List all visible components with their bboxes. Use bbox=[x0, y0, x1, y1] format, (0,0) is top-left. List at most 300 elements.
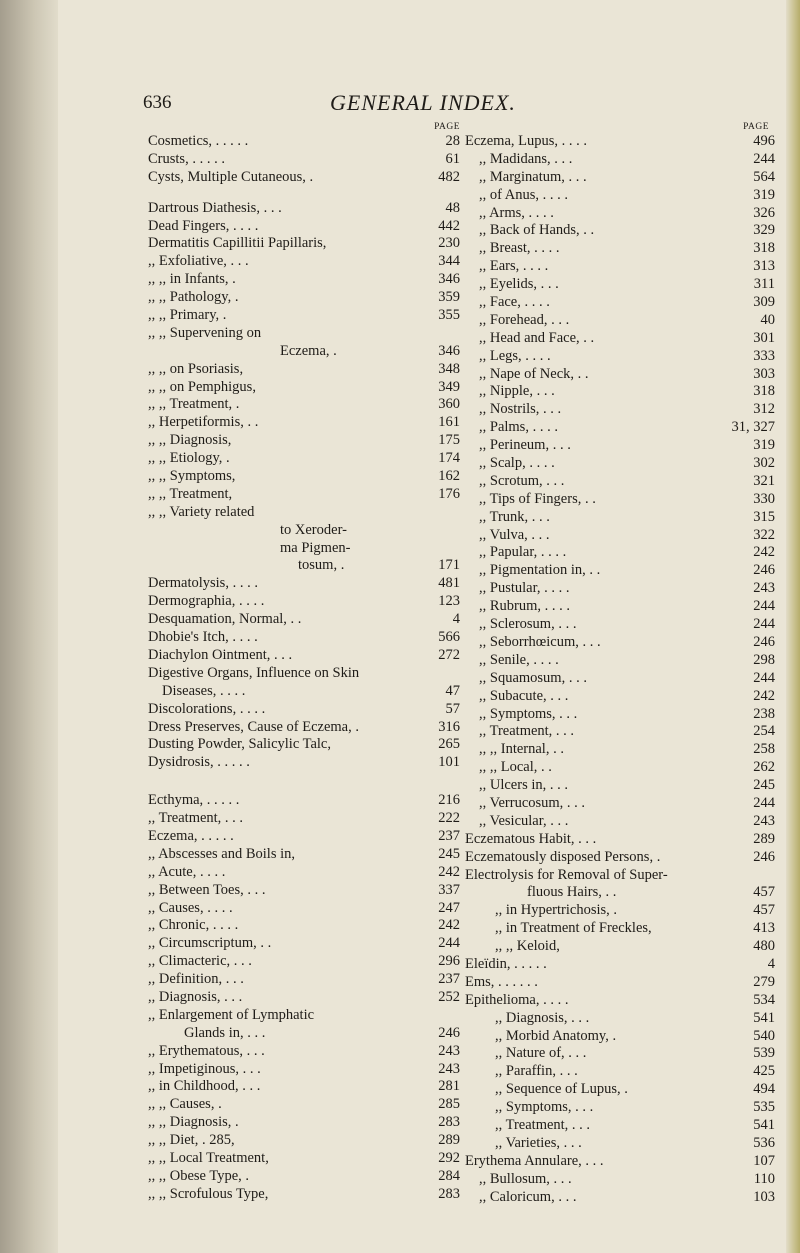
entry-page: 303 bbox=[753, 365, 775, 382]
entry-label: ,, Erythematous, . . . bbox=[148, 1042, 265, 1059]
entry-page: 174 bbox=[438, 450, 460, 467]
entry-label: Dead Fingers, . . . . bbox=[148, 217, 259, 234]
entry-label: ,, Vulva, . . . bbox=[479, 526, 550, 543]
entry-page: 283 bbox=[438, 1114, 460, 1131]
index-entry bbox=[148, 486, 460, 504]
entry-label: ,, Tips of Fingers, . . bbox=[479, 490, 596, 507]
entry-label: ,, Symptoms, . . . bbox=[479, 705, 578, 722]
index-entry bbox=[465, 1063, 775, 1081]
index-entry bbox=[148, 133, 460, 151]
entry-label: Dermographia, . . . . bbox=[148, 593, 265, 610]
index-entry bbox=[148, 307, 460, 325]
entry-label: ,, Palms, . . . . bbox=[479, 419, 558, 436]
index-entry bbox=[465, 312, 775, 330]
index-entry bbox=[148, 289, 460, 307]
index-entry bbox=[465, 706, 775, 724]
index-entry bbox=[465, 401, 775, 419]
entry-label: ,, ,, Diet, . 285, bbox=[148, 1132, 235, 1149]
entry-label: ,, ,, Diagnosis, . bbox=[148, 1114, 239, 1131]
index-entry bbox=[465, 276, 775, 294]
index-entry bbox=[148, 719, 460, 737]
index-entry bbox=[148, 683, 460, 701]
index-entry bbox=[148, 828, 460, 846]
entry-page: 319 bbox=[753, 437, 775, 454]
entry-label: ,, Madidans, . . . bbox=[479, 150, 573, 167]
entry-page: 244 bbox=[753, 669, 775, 686]
entry-page: 107 bbox=[753, 1152, 775, 1169]
entry-page: 564 bbox=[753, 168, 775, 185]
index-entry bbox=[465, 330, 775, 348]
entry-page: 101 bbox=[438, 754, 460, 771]
entry-label: Desquamation, Normal, . . bbox=[148, 611, 302, 628]
entry-label: ,, ,, Local, . . bbox=[479, 759, 552, 776]
index-entry bbox=[465, 741, 775, 759]
index-entry bbox=[465, 813, 775, 831]
entry-page: 238 bbox=[753, 705, 775, 722]
entry-label: Glands in, . . . bbox=[184, 1024, 266, 1041]
entry-label: Dermatolysis, . . . . bbox=[148, 575, 258, 592]
entry-page: 319 bbox=[753, 186, 775, 203]
entry-label: Ecthyma, . . . . . bbox=[148, 792, 240, 809]
index-entry bbox=[148, 864, 460, 882]
entry-label: Dysidrosis, . . . . . bbox=[148, 754, 250, 771]
index-entry bbox=[148, 900, 460, 918]
index-entry bbox=[465, 598, 775, 616]
index-entry bbox=[148, 593, 460, 611]
entry-label: fluous Hairs, . . bbox=[527, 884, 617, 901]
entry-page: 315 bbox=[753, 508, 775, 525]
index-entry bbox=[465, 222, 775, 240]
entry-page: 289 bbox=[438, 1132, 460, 1149]
entry-label: ,, ,, Obese Type, . bbox=[148, 1167, 250, 1184]
index-entry bbox=[148, 792, 460, 810]
entry-page: 296 bbox=[438, 953, 460, 970]
entry-label: ,, Definition, . . . bbox=[148, 971, 244, 988]
entry-label: ,, of Anus, . . . . bbox=[479, 186, 569, 203]
entry-page: 540 bbox=[753, 1027, 775, 1044]
index-entry bbox=[148, 665, 460, 683]
index-entry bbox=[465, 616, 775, 634]
entry-label: Eczema, . bbox=[280, 342, 337, 359]
index-entry bbox=[148, 1043, 460, 1061]
entry-page: 242 bbox=[753, 687, 775, 704]
entry-page: 318 bbox=[753, 240, 775, 257]
book-spine bbox=[0, 0, 58, 1253]
entry-page: 246 bbox=[753, 848, 775, 865]
entry-label: ,, Abscesses and Boils in, bbox=[148, 845, 296, 862]
index-entry bbox=[465, 133, 775, 151]
entry-label: ,, Rubrum, . . . . bbox=[479, 598, 571, 615]
entry-page: 161 bbox=[438, 414, 460, 431]
index-entry bbox=[465, 258, 775, 276]
entry-page: 176 bbox=[438, 485, 460, 502]
page-edge bbox=[786, 0, 800, 1253]
entry-page: 425 bbox=[753, 1063, 775, 1080]
index-entry bbox=[465, 884, 775, 902]
index-entry bbox=[148, 1132, 460, 1150]
entry-page: 216 bbox=[438, 792, 460, 809]
index-entry bbox=[148, 396, 460, 414]
index-entry bbox=[148, 557, 460, 575]
index-entry bbox=[148, 917, 460, 935]
index-entry bbox=[465, 867, 775, 885]
entry-page: 110 bbox=[753, 1170, 775, 1187]
entry-page: 360 bbox=[438, 396, 460, 413]
entry-page: 4 bbox=[767, 955, 775, 972]
entry-page: 242 bbox=[438, 917, 460, 934]
entry-page: 244 bbox=[753, 150, 775, 167]
entry-page: 482 bbox=[438, 168, 460, 185]
entry-label: to Xeroder- bbox=[280, 521, 347, 538]
entry-label: ,, Scrotum, . . . bbox=[479, 472, 565, 489]
entry-page: 292 bbox=[438, 1149, 460, 1166]
entry-page: 4 bbox=[452, 611, 460, 628]
entry-label: ,, ,, Local Treatment, bbox=[148, 1149, 269, 1166]
entry-page: 566 bbox=[438, 629, 460, 646]
index-entry bbox=[148, 540, 460, 558]
entry-page: 337 bbox=[438, 881, 460, 898]
entry-label: tosum, . bbox=[298, 557, 345, 574]
entry-page: 175 bbox=[438, 432, 460, 449]
page-number: 636 bbox=[143, 92, 172, 113]
index-entry bbox=[465, 1171, 775, 1189]
entry-page: 252 bbox=[438, 988, 460, 1005]
index-entry bbox=[465, 473, 775, 491]
page-header bbox=[0, 92, 800, 122]
entry-page: 245 bbox=[438, 845, 460, 862]
entry-label: ,, in Hypertrichosis, . bbox=[495, 902, 618, 919]
entry-page: 230 bbox=[438, 235, 460, 252]
index-entry bbox=[465, 348, 775, 366]
index-entry bbox=[465, 688, 775, 706]
index-entry bbox=[148, 468, 460, 486]
entry-page: 348 bbox=[438, 360, 460, 377]
entry-page: 246 bbox=[753, 633, 775, 650]
entry-page: 321 bbox=[753, 472, 775, 489]
entry-page: 243 bbox=[438, 1042, 460, 1059]
entry-label: Epithelioma, . . . . bbox=[465, 991, 569, 1008]
index-entry bbox=[465, 527, 775, 545]
entry-page: 298 bbox=[753, 651, 775, 668]
entry-page: 237 bbox=[438, 827, 460, 844]
index-entry bbox=[465, 831, 775, 849]
index-entry bbox=[465, 759, 775, 777]
entry-page: 536 bbox=[753, 1134, 775, 1151]
entry-label: ,, ,, Treatment, bbox=[148, 485, 233, 502]
entry-label: ,, Breast, . . . . bbox=[479, 240, 560, 257]
entry-page: 40 bbox=[760, 311, 775, 328]
entry-label: ,, Forehead, . . . bbox=[479, 311, 570, 328]
entry-label: Discolorations, . . . . bbox=[148, 700, 266, 717]
index-entry bbox=[148, 450, 460, 468]
entry-page: 243 bbox=[438, 1060, 460, 1077]
index-entry bbox=[148, 1168, 460, 1186]
index-entry bbox=[148, 736, 460, 754]
entry-label: ,, Treatment, . . . bbox=[479, 723, 575, 740]
entry-page: 57 bbox=[445, 700, 460, 717]
entry-label: ,, Paraffin, . . . bbox=[495, 1063, 578, 1080]
index-entry bbox=[148, 325, 460, 343]
entry-page: 541 bbox=[753, 1009, 775, 1026]
entry-page: 285 bbox=[438, 1096, 460, 1113]
index-entry bbox=[465, 723, 775, 741]
entry-label: ,, ,, Variety related bbox=[148, 503, 255, 520]
index-entry bbox=[148, 343, 460, 361]
entry-page: 244 bbox=[438, 935, 460, 952]
entry-page: 302 bbox=[753, 455, 775, 472]
entry-label: ,, in Treatment of Freckles, bbox=[495, 920, 652, 937]
entry-label: Ems, . . . . . . bbox=[465, 973, 538, 990]
entry-label: ,, Ulcers in, . . . bbox=[479, 777, 568, 794]
entry-page: 301 bbox=[753, 329, 775, 346]
entry-page: 28 bbox=[445, 133, 460, 149]
entry-label: ,, Diagnosis, . . . bbox=[495, 1009, 590, 1026]
index-entry bbox=[148, 235, 460, 253]
entry-label: ,, Treatment, . . . bbox=[495, 1116, 591, 1133]
entry-page: 349 bbox=[438, 378, 460, 395]
index-entry bbox=[465, 205, 775, 223]
entry-page: 242 bbox=[753, 544, 775, 561]
index-entry bbox=[465, 1153, 775, 1171]
entry-label: ,, Varieties, . . . bbox=[495, 1134, 582, 1151]
index-column-left bbox=[148, 122, 460, 1204]
entry-label: ,, Bullosum, . . . bbox=[479, 1170, 572, 1187]
entry-page: 103 bbox=[753, 1188, 775, 1205]
entry-label: ,, ,, on Pemphigus, bbox=[148, 378, 256, 395]
entry-label: ,, Marginatum, . . . bbox=[479, 168, 587, 185]
entry-label: ,, Nature of, . . . bbox=[495, 1045, 587, 1062]
index-entry bbox=[148, 1114, 460, 1132]
index-entry bbox=[465, 509, 775, 527]
entry-page: 481 bbox=[438, 575, 460, 592]
index-entry bbox=[465, 419, 775, 437]
entry-label: Crusts, . . . . . bbox=[148, 150, 225, 167]
index-entry bbox=[148, 414, 460, 432]
index-entry bbox=[148, 846, 460, 864]
entry-page: 313 bbox=[753, 258, 775, 275]
index-entry bbox=[148, 1096, 460, 1114]
entry-label: Electrolysis for Removal of Super- bbox=[465, 866, 668, 883]
index-entry bbox=[148, 754, 460, 772]
index-entry bbox=[465, 974, 775, 992]
entry-label: Dress Preserves, Cause of Eczema, . bbox=[148, 718, 359, 735]
entry-label: Eczema, . . . . . bbox=[148, 827, 234, 844]
index-entry bbox=[465, 992, 775, 1010]
entry-label: ,, Nipple, . . . bbox=[479, 383, 555, 400]
index-entry bbox=[148, 361, 460, 379]
index-column-right bbox=[465, 122, 775, 1206]
entry-label: ,, Symptoms, . . . bbox=[495, 1099, 594, 1116]
index-entry bbox=[465, 491, 775, 509]
entry-page: 329 bbox=[753, 222, 775, 239]
entry-page: 283 bbox=[438, 1185, 460, 1202]
index-entry bbox=[148, 882, 460, 900]
index-entry bbox=[465, 437, 775, 455]
entry-page: 309 bbox=[753, 294, 775, 311]
entry-page: 265 bbox=[438, 736, 460, 753]
entry-label: ,, Circumscriptum, . . bbox=[148, 935, 272, 952]
entry-label: ,, Pustular, . . . . bbox=[479, 580, 570, 597]
entry-page: 242 bbox=[438, 863, 460, 880]
entry-page: 244 bbox=[753, 794, 775, 811]
entry-page: 496 bbox=[753, 133, 775, 149]
index-entry bbox=[148, 629, 460, 647]
entry-label: Diseases, . . . . bbox=[162, 682, 246, 699]
entry-label: ,, Sclerosum, . . . bbox=[479, 616, 577, 633]
index-entry bbox=[465, 1010, 775, 1028]
entry-label: ,, ,, Keloid, bbox=[495, 938, 560, 955]
index-entry bbox=[148, 935, 460, 953]
index-entry bbox=[148, 151, 460, 169]
entry-label: ,, ,, Primary, . bbox=[148, 307, 227, 324]
entry-page: 243 bbox=[753, 812, 775, 829]
entry-page: 359 bbox=[438, 289, 460, 306]
entry-label: ,, Vesicular, . . . bbox=[479, 812, 569, 829]
entry-label: Dusting Powder, Salicylic Talc, bbox=[148, 736, 331, 753]
index-entry bbox=[465, 1028, 775, 1046]
entry-label: Eczema, Lupus, . . . . bbox=[465, 133, 588, 149]
entry-label: ,, Chronic, . . . . bbox=[148, 917, 239, 934]
entry-label: ,, in Childhood, . . . bbox=[148, 1078, 261, 1095]
entry-label: ,, Seborrhœicum, . . . bbox=[479, 633, 601, 650]
entry-page: 535 bbox=[753, 1099, 775, 1116]
index-entry bbox=[465, 938, 775, 956]
entry-label: ,, Verrucosum, . . . bbox=[479, 794, 586, 811]
index-entry bbox=[465, 169, 775, 187]
entry-label: ,, Legs, . . . . bbox=[479, 347, 551, 364]
index-entry bbox=[465, 634, 775, 652]
entry-page: 442 bbox=[438, 217, 460, 234]
entry-page: 245 bbox=[753, 777, 775, 794]
index-entry bbox=[148, 1025, 460, 1043]
entry-page: 123 bbox=[438, 593, 460, 610]
entry-label: Eleïdin, . . . . . bbox=[465, 955, 547, 972]
index-entry bbox=[148, 1007, 460, 1025]
index-entry bbox=[465, 562, 775, 580]
entry-label: ,, Head and Face, . . bbox=[479, 329, 595, 346]
index-entry bbox=[148, 989, 460, 1007]
entry-page: 457 bbox=[753, 902, 775, 919]
index-entry bbox=[465, 1189, 775, 1207]
index-entry bbox=[148, 253, 460, 271]
entry-label: ,, Senile, . . . . bbox=[479, 651, 559, 668]
index-entry bbox=[148, 701, 460, 719]
entry-label: ,, Acute, . . . . bbox=[148, 863, 226, 880]
entry-label: ,, ,, Causes, . bbox=[148, 1096, 222, 1113]
entry-page: 247 bbox=[438, 899, 460, 916]
entry-label: Cosmetics, . . . . . bbox=[148, 133, 249, 149]
entry-page: 322 bbox=[753, 526, 775, 543]
index-entry bbox=[148, 1150, 460, 1168]
entry-page: 246 bbox=[753, 562, 775, 579]
entry-page: 413 bbox=[753, 920, 775, 937]
index-entry bbox=[465, 240, 775, 258]
entry-label: ,, Scalp, . . . . bbox=[479, 455, 555, 472]
index-entry bbox=[465, 795, 775, 813]
index-entry bbox=[148, 611, 460, 629]
entry-label: ,, Between Toes, . . . bbox=[148, 881, 266, 898]
entry-label: ,, Nostrils, . . . bbox=[479, 401, 562, 418]
entry-label: ,, Causes, . . . . bbox=[148, 899, 233, 916]
index-entry bbox=[465, 544, 775, 562]
entry-page: 355 bbox=[438, 307, 460, 324]
entry-label: ,, Ears, . . . . bbox=[479, 258, 549, 275]
entry-page: 318 bbox=[753, 383, 775, 400]
entry-page: 534 bbox=[753, 991, 775, 1008]
index-entry bbox=[465, 366, 775, 384]
entry-label: Dhobie's Itch, . . . . bbox=[148, 629, 258, 646]
entry-label: ,, Squamosum, . . . bbox=[479, 669, 587, 686]
entry-page: 333 bbox=[753, 347, 775, 364]
entry-page: 272 bbox=[438, 646, 460, 663]
index-entry bbox=[465, 777, 775, 795]
entry-label: ,, ,, Supervening on bbox=[148, 324, 262, 341]
entry-page: 246 bbox=[438, 1024, 460, 1041]
index-entry bbox=[148, 271, 460, 289]
entry-label: ,, Exfoliative, . . . bbox=[148, 253, 249, 270]
index-entry bbox=[465, 1117, 775, 1135]
entry-page: 244 bbox=[753, 598, 775, 615]
entry-page: 457 bbox=[753, 884, 775, 901]
entry-label: ,, Back of Hands, . . bbox=[479, 222, 595, 239]
entry-label: ,, ,, in Infants, . bbox=[148, 271, 236, 288]
index-entry bbox=[465, 1081, 775, 1099]
entry-page: 262 bbox=[753, 759, 775, 776]
index-entry bbox=[148, 218, 460, 236]
entry-label: ,, ,, Diagnosis, bbox=[148, 432, 232, 449]
entry-label: ,, Caloricum, . . . bbox=[479, 1188, 577, 1205]
entry-label: ,, ,, Symptoms, bbox=[148, 468, 236, 485]
entry-label: Dartrous Diathesis, . . . bbox=[148, 199, 282, 216]
entry-label: ,, Trunk, . . . bbox=[479, 508, 550, 525]
entry-label: ,, ,, Etiology, . bbox=[148, 450, 230, 467]
index-entry bbox=[465, 1099, 775, 1117]
entry-label: ,, Subacute, . . . bbox=[479, 687, 569, 704]
entry-page: 48 bbox=[445, 199, 460, 216]
entry-page: 47 bbox=[445, 682, 460, 699]
entry-page: 494 bbox=[753, 1081, 775, 1098]
index-entry bbox=[148, 1186, 460, 1204]
entry-label: ,, ,, Scrofulous Type, bbox=[148, 1185, 269, 1202]
entry-page: 539 bbox=[753, 1045, 775, 1062]
entry-page: 346 bbox=[438, 342, 460, 359]
entry-label: ,, ,, Treatment, . bbox=[148, 396, 240, 413]
index-entry bbox=[148, 379, 460, 397]
entry-page: 279 bbox=[753, 973, 775, 990]
entry-label: ,, Eyelids, . . . bbox=[479, 276, 559, 293]
index-entry bbox=[465, 920, 775, 938]
entry-page: 316 bbox=[438, 718, 460, 735]
entry-label: ,, Pigmentation in, . . bbox=[479, 562, 601, 579]
entry-page: 237 bbox=[438, 971, 460, 988]
entry-page: 244 bbox=[753, 616, 775, 633]
entry-page: 541 bbox=[753, 1116, 775, 1133]
index-entry bbox=[148, 953, 460, 971]
entry-label: ,, ,, on Psoriasis, bbox=[148, 360, 244, 377]
entry-label: ,, Face, . . . . bbox=[479, 294, 550, 311]
entry-label: Diachylon Ointment, . . . bbox=[148, 646, 293, 663]
index-entry bbox=[148, 522, 460, 540]
entry-label: Eczematous Habit, . . . bbox=[465, 830, 597, 847]
index-entry bbox=[148, 504, 460, 522]
page-label: PAGE bbox=[743, 122, 769, 132]
entry-label: ,, Perineum, . . . bbox=[479, 437, 571, 454]
index-entry bbox=[148, 169, 460, 187]
entry-page: 344 bbox=[438, 253, 460, 270]
entry-page: 254 bbox=[753, 723, 775, 740]
index-entry bbox=[465, 1045, 775, 1063]
entry-label: ,, Arms, . . . . bbox=[479, 204, 554, 221]
